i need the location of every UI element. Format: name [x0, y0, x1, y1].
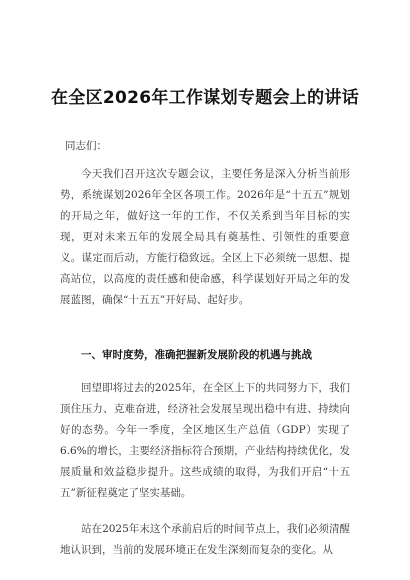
paragraph-outlook: 站在2025年末这个承前启后的时间节点上，我们必须清醒地认识到，当前的发展环境正在发生深刻而复杂的变化。从 [60, 523, 350, 556]
section-heading: 一、审时度势，准确把握新发展阶段的机遇与挑战 [81, 349, 312, 361]
document-title: 在全区2026年工作谋划专题会上的讲话 [50, 88, 359, 108]
paragraph-intro: 今天我们召开这次专题会议，主要任务是深入分析当前形势，系统谋划2026年全区各项工作。2026年是“十五五”规划的开局之年，做好这一年的工作，不仅关系到当年目标的实现，更对未来五年的发展全局具有奠基性、引领性的重要意义。谋定而后动，方能行稳致远。全区上下必须统一思想、提高站位，以高度的责任感和使命感，科学谋划好开局之年的发展蓝图，确保“十五五”开好局、起好步。 [60, 168, 350, 306]
paragraph-review: 回望即将过去的2025年，在全区上下的共同努力下，我们顶住压力、克难奋进，经济社会发展呈现出稳中有进、持续向好的态势。今年一季度，全区地区生产总值（GDP）实现了6.6%的增长，主要经济指标符合预期，产业结构持续优化，发展质量和效益稳步提升。这些成绩的取得，为我们开启“十五五”新征程奠定了坚实基础。 [60, 382, 350, 499]
greeting: 同志们： [65, 140, 107, 152]
